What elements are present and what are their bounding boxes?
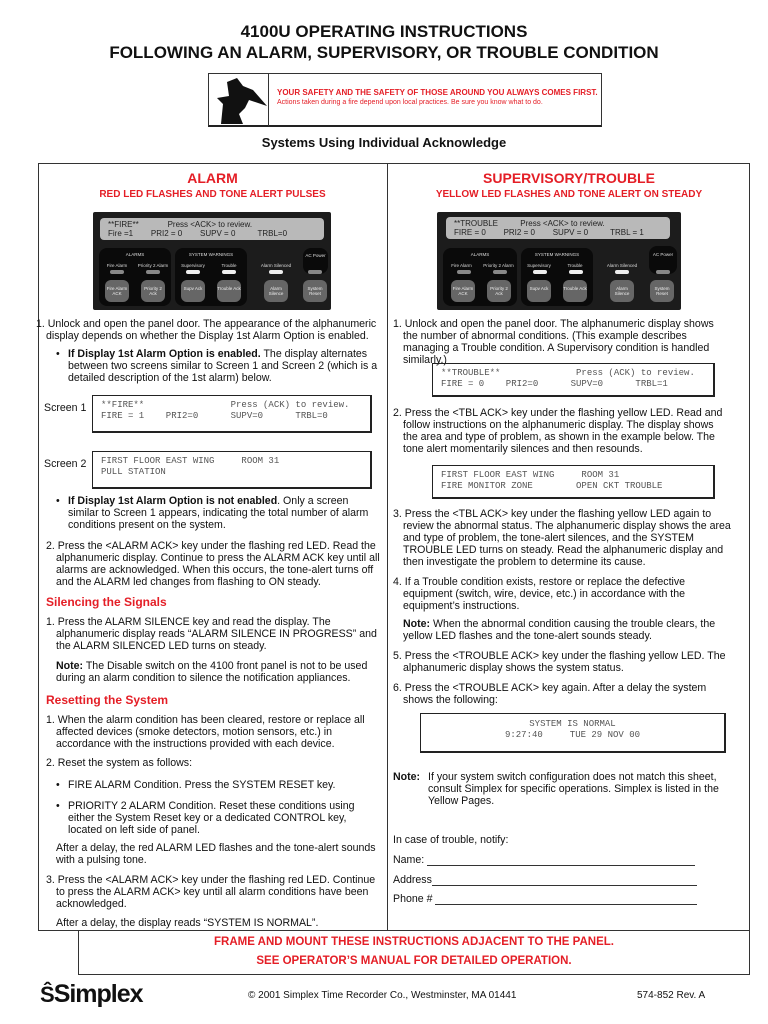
firefighter-icon xyxy=(209,74,269,126)
bottom-notice xyxy=(78,931,750,975)
trouble-note xyxy=(403,618,731,642)
note-text: When the abnormal condition causing the trouble clears, the yellow LED flashes and the tone-alert sounds steady. xyxy=(403,618,716,642)
alarm-heading: ALARM xyxy=(187,170,238,186)
safety-banner xyxy=(208,73,602,127)
resetting-heading: Resetting the System xyxy=(46,693,169,707)
trouble-display-2: FIRST FLOOR EAST WING ROOM 31 FIRE MONITOR ZONE OPEN CKT TROUBLE xyxy=(432,465,715,499)
trouble-step-1: 1. Unlock and open the panel door. The alphanumeric display shows the number of abnormal conditions. (This example describes managing a Trouble condition. A Supervisory condition is handled similarly.) xyxy=(393,318,714,366)
screen2-display: FIRST FLOOR EAST WING ROOM 31 PULL STATION xyxy=(92,451,372,489)
alarm-panel-image xyxy=(93,212,331,310)
label-fire-alarm: Fire Alarm xyxy=(451,263,472,268)
label-pri2: Priority 2 Alarm xyxy=(137,263,169,268)
phone-label: Phone # xyxy=(393,893,433,905)
label-trouble: Trouble xyxy=(567,263,583,268)
screen1-label: Screen 1 xyxy=(44,402,87,414)
screen1-display: **FIRE** Press (ACK) to review. FIRE = 1 PRI2=0 SUPV=0 TRBL=0 xyxy=(92,395,372,433)
supv-ack-key: Supv Ack xyxy=(527,280,551,302)
note-text: The Disable switch on the 4100 front panel is not to be used during an alarm condition to silence the notification appliances. xyxy=(56,660,368,684)
trouble-step-5: 5. Press the <TROUBLE ACK> key under the flashing yellow LED. The alphanumeric display shows the system status. xyxy=(393,650,726,674)
silencing-note xyxy=(56,660,378,684)
note2-label xyxy=(393,771,423,783)
document-number: 574-852 Rev. A xyxy=(637,990,706,1001)
name-field[interactable] xyxy=(393,854,703,866)
safety-subtext: Actions taken during a fire depend upon local practices. Be sure you know what to do. xyxy=(277,99,543,106)
note-label: Note: xyxy=(393,771,421,783)
name-label: Name: xyxy=(393,854,425,866)
silencing-heading: Silencing the Signals xyxy=(46,595,167,609)
label-pri2: Priority 2 Alarm xyxy=(483,263,514,268)
alarm-bullet-not-enabled xyxy=(56,495,378,531)
label-supervisory: Supervisory xyxy=(181,263,205,268)
alarm-bullet-enabled xyxy=(56,348,378,384)
trouble-step-6: 6. Press the <TROUBLE ACK> key again. After a delay the system shows the following: xyxy=(393,682,707,706)
trouble-step-4: 4. If a Trouble condition exists, restore or replace the defective equipment (switch, wire, device, etc.) in accordance with the equipment’s instructions. xyxy=(393,576,686,612)
note-label: Note: xyxy=(56,660,84,672)
bullet-text: . Only a screen similar to Screen 1 appears, indicating the total number of alarm conditions present on the system. xyxy=(68,495,369,531)
label-warnings: SYSTEM WARNINGS xyxy=(188,252,234,257)
fire-alarm-ack-key: Fire Alarm ACK xyxy=(105,280,129,302)
label-trouble: Trouble xyxy=(221,263,237,268)
address-field[interactable] xyxy=(393,874,703,886)
copyright: © 2001 Simplex Time Recorder Co., Westminster, MA 01441 xyxy=(248,990,517,1001)
reset-bullet-fire: • FIRE ALARM Condition. Press the SYSTEM RESET key. xyxy=(56,779,378,791)
notify-text: In case of trouble, notify: xyxy=(393,834,509,846)
label-alarms: ALARMS xyxy=(125,252,145,257)
note-label: Note: xyxy=(403,618,431,630)
bullet-bold: If Display 1st Alarm Option is not enabled xyxy=(68,495,278,507)
bullet-text: The display alternates between two screens similar to Screen 1 and Screen 2 (which is a detailed description of the 1st alarm) below. xyxy=(68,348,378,384)
reset-step-1: 1. When the alarm condition has been cleared, restore or replace all affected devices (smoke detectors, motion sensors, etc.) in accordance with the instructions provided with each device. xyxy=(46,714,365,750)
trouble-panel-image xyxy=(437,212,681,310)
label-ac-power: AC Power xyxy=(305,253,326,258)
trouble-display-1: **TROUBLE** Press (ACK) to review. FIRE = 0 PRI2=0 SUPV=0 TRBL=1 xyxy=(432,363,715,397)
title-line-1: 4100U OPERATING INSTRUCTIONS xyxy=(240,22,528,41)
supv-ack-key: Supv Ack xyxy=(181,280,205,302)
notice-line-2: SEE OPERATOR’S MANUAL FOR DETAILED OPERATION. xyxy=(256,955,572,967)
label-warnings: SYSTEM WARNINGS xyxy=(534,252,580,257)
silencing-step-1: 1. Press the ALARM SILENCE key and read the display. The alphanumeric display reads “ALARM SILENCE IN PROGRESS” and the ALARM SILENCED LED turns on steady. xyxy=(46,616,377,652)
trouble-ack-key: Trouble Ack xyxy=(563,280,587,302)
alarm-silence-key: Alarm Silence xyxy=(264,280,288,302)
reset-after-delay: After a delay, the red ALARM LED flashes and the tone-alert sounds with a pulsing tone. xyxy=(56,842,376,866)
address-label: Address xyxy=(393,874,432,886)
system-reset-key: System Reset xyxy=(303,280,327,302)
priority2-ack-key: Priority 2 Ack xyxy=(487,280,511,302)
trouble-heading: SUPERVISORY/TROUBLE xyxy=(483,170,655,186)
subtitle: Systems Using Individual Acknowledge xyxy=(261,135,507,150)
column-divider xyxy=(387,163,388,931)
reset-step-2: 2. Reset the system as follows: xyxy=(46,757,193,769)
alarm-step-2: 2. Press the <ALARM ACK> key under the flashing red LED. Read the alphanumeric display. Continue to press the ALARM ACK key until all alarms are acknowledged. When this occurs, the tone-alert turns off and the ALARM led changes from flashing to ON steady. xyxy=(46,540,380,588)
simplex-logo: ŜSimplex xyxy=(40,980,143,1008)
alarm-silence-key: Alarm Silence xyxy=(610,280,634,302)
safety-headline: YOUR SAFETY AND THE SAFETY OF THOSE AROUND YOU ALWAYS COMES FIRST. xyxy=(277,88,598,97)
system-normal-display: SYSTEM IS NORMAL 9:27:40 TUE 29 NOV 00 xyxy=(420,713,726,753)
reset-final: After a delay, the display reads “SYSTEM IS NORMAL”. xyxy=(56,917,319,929)
note2-text: If your system switch configuration does not match this sheet, consult Simplex for specific operations. Simplex is listed in the Yellow Pages. xyxy=(428,771,719,807)
panel-lcd: **TROUBLE Press <ACK> to review. FIRE = 0 PRI2 = 0 SUPV = 0 TRBL = 1 xyxy=(446,217,670,239)
label-silenced: Alarm Silenced xyxy=(606,263,638,268)
logo-text: Simplex xyxy=(53,980,143,1008)
title-line-2: FOLLOWING AN ALARM, SUPERVISORY, OR TROUBLE CONDITION xyxy=(109,43,659,62)
fire-alarm-ack-key: Fire Alarm ACK xyxy=(451,280,475,302)
trouble-step-2: 2. Press the <TBL ACK> key under the flashing yellow LED. Read and follow instructions on the alphanumeric display. The display shows the area and type of problem, as shown in the example below. The tone alert momentarily silences and then resounds. xyxy=(393,407,723,455)
priority2-ack-key: Priority 2 Ack xyxy=(141,280,165,302)
trouble-step-3: 3. Press the <TBL ACK> key under the flashing yellow LED again to review the abnormal status. The alphanumeric display shows the area and type of problem, the tone-alert silences, and the SYSTEM TROUBLE LED turns on steady. Read the alphanumeric display and then investigate the problem to determine its cause. xyxy=(393,508,731,568)
screen2-label: Screen 2 xyxy=(44,458,87,470)
label-ac-power: AC Power xyxy=(652,252,674,257)
notice-line-1: FRAME AND MOUNT THESE INSTRUCTIONS ADJACENT TO THE PANEL. xyxy=(214,936,614,948)
label-supervisory: Supervisory xyxy=(527,263,551,268)
label-alarms: ALARMS xyxy=(470,252,490,257)
label-silenced: Alarm Silenced xyxy=(260,263,292,268)
reset-bullet-pri2: • PRIORITY 2 ALARM Condition. Reset these conditions using either the System Reset key or a dedicated CONTROL key, located on left side of panel. xyxy=(56,800,374,836)
alarm-subheading: RED LED FLASHES AND TONE ALERT PULSES xyxy=(99,189,326,200)
alarm-step-1: 1. Unlock and open the panel door. The appearance of the alphanumeric display depends on whether the Display 1st Alarm Option is enabled. xyxy=(36,318,377,342)
phone-field[interactable] xyxy=(393,893,703,905)
bullet-bold: If Display 1st Alarm Option is enabled. xyxy=(68,348,261,360)
panel-lcd: **FIRE** Press <ACK> to review. Fire =1 PRI2 = 0 SUPV = 0 TRBL=0 xyxy=(100,218,324,240)
trouble-subheading: YELLOW LED FLASHES AND TONE ALERT ON STEADY xyxy=(435,189,703,200)
label-fire-alarm: Fire Alarm xyxy=(106,263,128,268)
system-reset-key: System Reset xyxy=(650,280,674,302)
trouble-ack-key: Trouble Ack xyxy=(217,280,241,302)
reset-step-3: 3. Press the <ALARM ACK> key under the flashing red LED. Continue to press the ALARM ACK> key until all alarm conditions have been acknowledged. xyxy=(46,874,376,910)
